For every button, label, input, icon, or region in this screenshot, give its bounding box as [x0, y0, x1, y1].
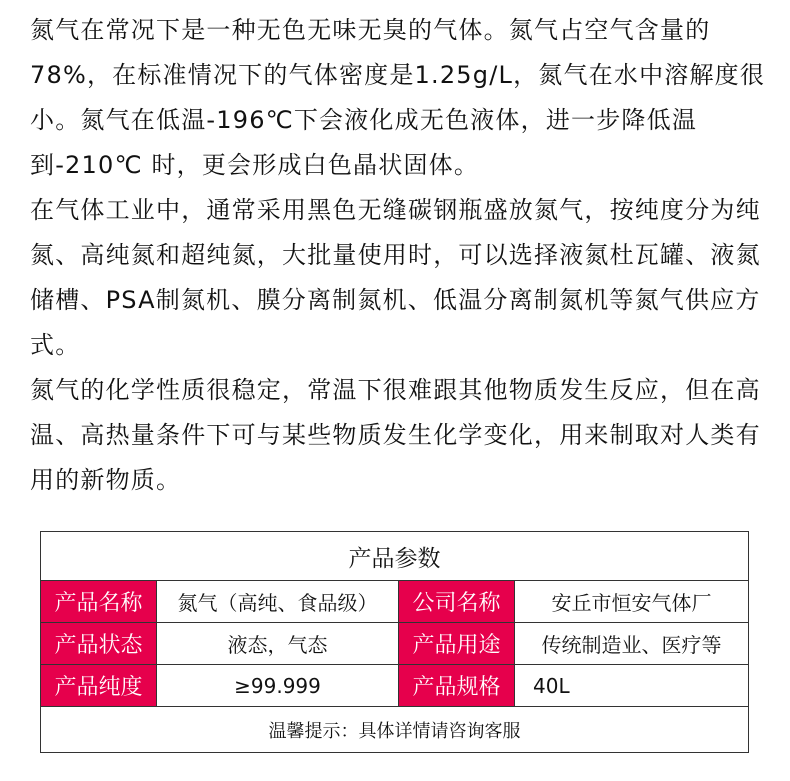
company-name-label: 公司名称: [399, 581, 515, 623]
company-name-value: 安丘市恒安气体厂: [515, 581, 749, 623]
product-purity-value: ≥99.999: [157, 665, 399, 707]
paragraph-chemical-stability: 氮气的化学性质很稳定，常温下很难跟其他物质发生反应，但在高温、高热量条件下可与某些物质发生化学变化，用来制取对人类有用的新物质。: [30, 376, 761, 494]
product-state-label: 产品状态: [41, 623, 157, 665]
table-title: 产品参数: [41, 532, 749, 581]
product-spec-label: 产品规格: [399, 665, 515, 707]
table-row: [41, 623, 749, 665]
product-spec-value: 40L: [515, 665, 749, 707]
product-state-value: 液态，气态: [157, 623, 399, 665]
description-text: [30, 8, 770, 503]
product-purity-label: 产品纯度: [41, 665, 157, 707]
table-row: [41, 665, 749, 707]
product-name-value: 氮气（高纯、食品级）: [157, 581, 399, 623]
paragraph-properties: 氮气在常况下是一种无色无味无臭的气体。氮气占空气含量的78%，在标准情况下的气体密度是1.25g/L，氮气在水中溶解度很小。氮气在低温-196℃下会液化成无色液体，进一步降低温到-210℃ 时，更会形成白色晶状固体。: [30, 16, 766, 179]
product-parameters-table: [40, 531, 749, 753]
product-usage-value: 传统制造业、医疗等: [515, 623, 749, 665]
product-usage-label: 产品用途: [399, 623, 515, 665]
paragraph-industrial-supply: 在气体工业中，通常采用黑色无缝碳钢瓶盛放氮气，按纯度分为纯氮、高纯氮和超纯氮，大批量使用时，可以选择液氮杜瓦罐、液氮储槽、PSA制氮机、膜分离制氮机、低温分离制氮机等氮气供应方式。: [30, 196, 761, 359]
product-name-label: 产品名称: [41, 581, 157, 623]
consult-tip: 温馨提示：具体详情请咨询客服: [41, 707, 749, 753]
table-row: [41, 581, 749, 623]
